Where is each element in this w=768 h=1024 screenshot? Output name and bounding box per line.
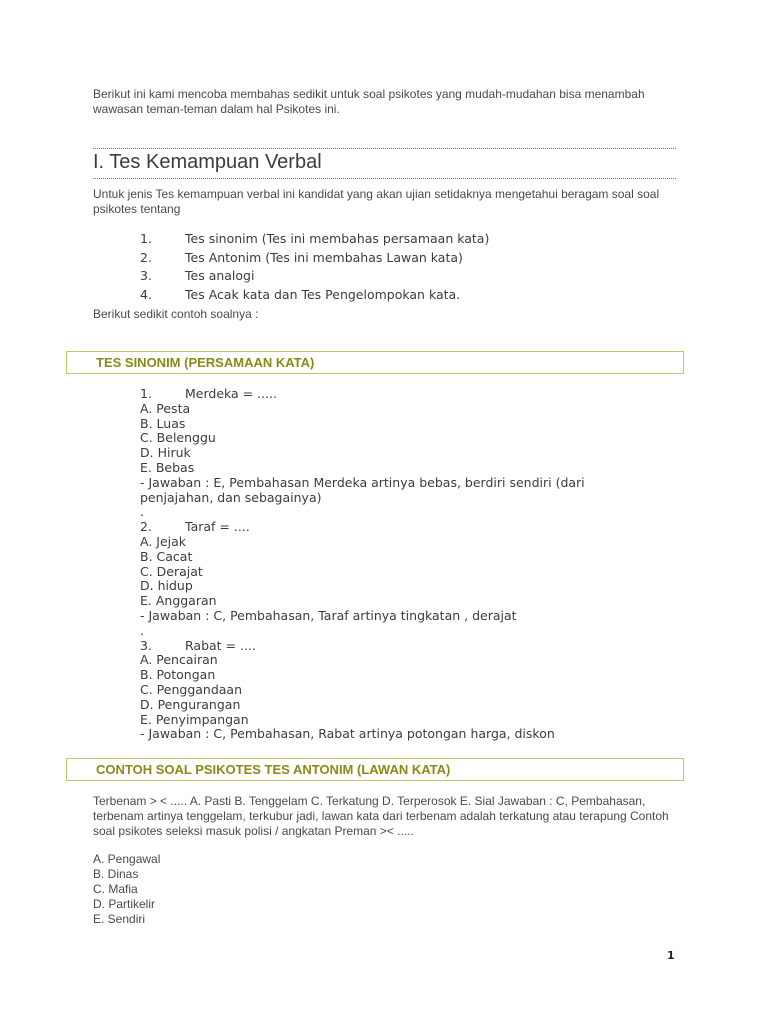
antonim-paragraph: Terbenam > < ..... A. Pasti B. Tenggelam C. Terkatung D. Terperosok E. Sial Jawaban : C, Pembahasan, terbenam artinya tenggelam, terkubur jadi, lawan kata dari terbenam adalah terkatung atau terapung Contoh soal psikotes seleksi masuk polisi / angkatan Preman >< ..... — [93, 794, 669, 838]
answer: - Jawaban : C, Pembahasan, Rabat artinya potongan harga, diskon — [140, 726, 555, 742]
option: C. Derajat — [140, 563, 203, 579]
option: C. Penggandaan — [140, 681, 243, 697]
question: 2. Taraf = .... — [140, 519, 250, 535]
section-title: I. Tes Kemampuan Verbal — [93, 151, 322, 173]
divider-bottom — [93, 178, 676, 179]
antonim-options — [93, 852, 160, 927]
antonim-header: CONTOH SOAL PSIKOTES TES ANTONIM (LAWAN KATA) — [96, 762, 451, 777]
option: E. Anggaran — [140, 593, 217, 609]
option: D. hidup — [140, 578, 193, 594]
option: D. Hiruk — [140, 445, 191, 461]
antonim-header-box — [66, 758, 684, 781]
option: B. Dinas — [93, 867, 139, 881]
intro-paragraph: Berikut ini kami mencoba membahas sedikit untuk soal psikotes yang mudah-mudahan bisa menambah wawasan teman-teman dalam hal Psikotes ini. — [93, 87, 645, 116]
separator: . — [140, 622, 144, 638]
divider-top — [93, 148, 676, 149]
topic-item: 2. Tes Antonim (Tes ini membahas Lawan kata) — [140, 249, 463, 265]
question: 3. Rabat = .... — [140, 637, 256, 653]
separator: . — [140, 504, 144, 520]
option: E. Sendiri — [93, 912, 146, 926]
topic-item: 4. Tes Acak kata dan Tes Pengelompokan kata. — [140, 286, 461, 302]
question: 1. Merdeka = ..... — [140, 386, 277, 401]
option: C. Belenggu — [140, 430, 216, 446]
option: A. Pengawal — [93, 852, 161, 866]
answer: - Jawaban : E, Pembahasan Merdeka artinya bebas, berdiri sendiri (dari penjajahan, dan sebagainya) — [140, 474, 585, 505]
option: C. Mafia — [93, 882, 138, 896]
option: D. Partikelir — [93, 897, 156, 911]
sinonim-header-box — [66, 351, 684, 374]
option: A. Pencairan — [140, 652, 218, 668]
topic-list — [140, 230, 489, 304]
sinonim-header: TES SINONIM (PERSAMAAN KATA) — [96, 355, 315, 370]
option: B. Cacat — [140, 548, 193, 564]
topic-item: 3. Tes analogi — [140, 268, 255, 283]
option: A. Jejak — [140, 533, 187, 549]
page-number: 1 — [667, 949, 675, 962]
section-intro: Untuk jenis Tes kemampuan verbal ini kandidat yang akan ujian setidaknya mengetahui beragam soal soal psikotes tentang — [93, 187, 660, 216]
option: E. Bebas — [140, 459, 195, 475]
option: B. Luas — [140, 415, 186, 431]
sinonim-questions — [140, 387, 640, 742]
examples-intro: Berikut sedikit contoh soalnya : — [93, 307, 259, 321]
option: D. Pengurangan — [140, 696, 241, 712]
option: A. Pesta — [140, 400, 191, 416]
answer: - Jawaban : C, Pembahasan, Taraf artinya tingkatan , derajat — [140, 607, 517, 623]
option: B. Potongan — [140, 667, 216, 683]
topic-item: 1. Tes sinonim (Tes ini membahas persamaan kata) — [140, 231, 490, 246]
option: E. Penyimpangan — [140, 711, 249, 727]
